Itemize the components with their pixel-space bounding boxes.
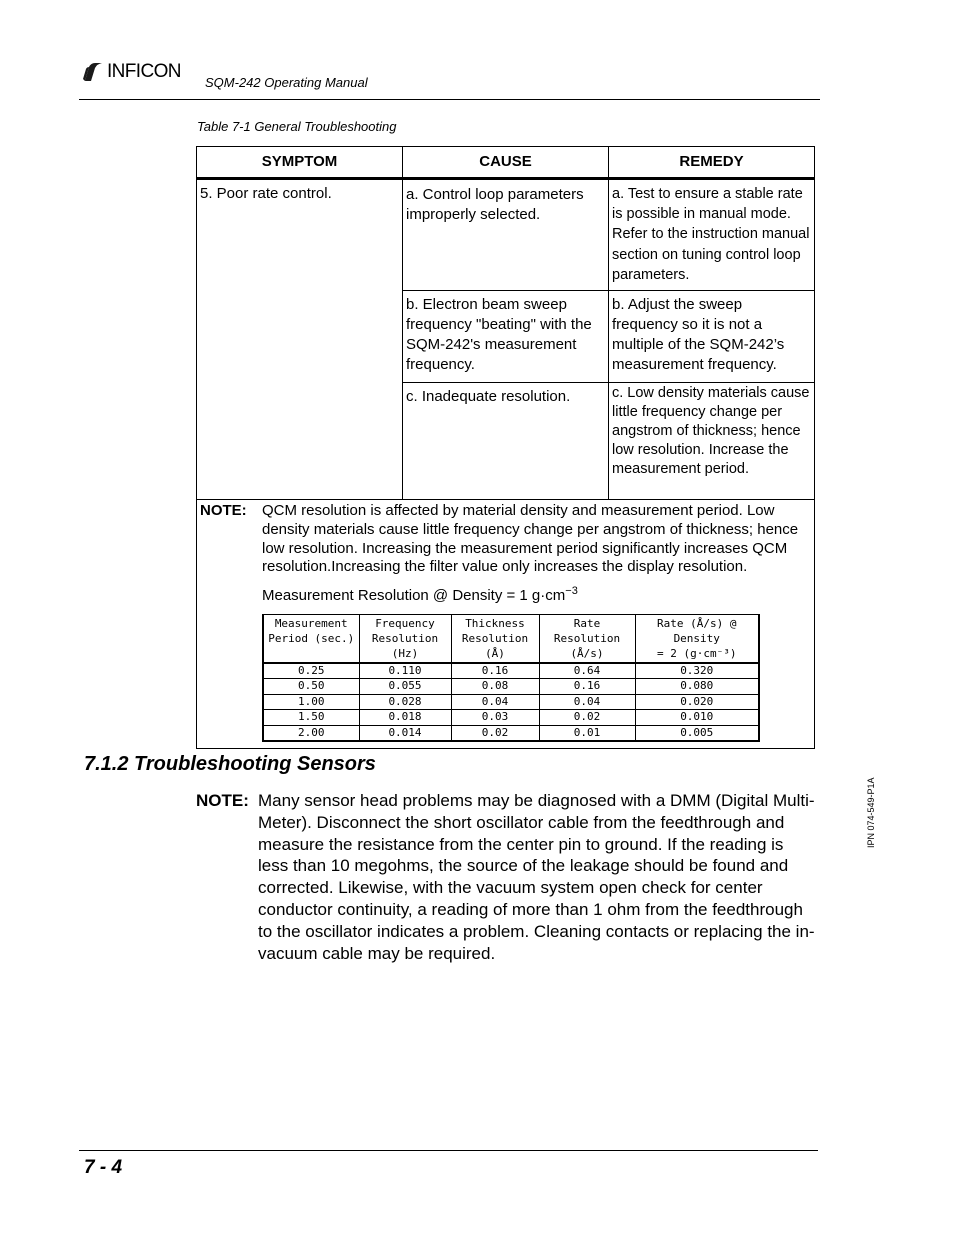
cause-cell: b. Electron beam sweep frequency "beating" with the SQM-242's measurement frequency. [403, 291, 609, 383]
res-header-rate-resolution: Rate Resolution (Å/s) [539, 614, 635, 663]
table-row: 1.00 0.028 0.04 0.04 0.020 [263, 694, 759, 710]
page-number: 7 - 4 [84, 1157, 123, 1178]
table-row [197, 179, 815, 291]
footer-rule [79, 1150, 818, 1151]
resolution-formula [262, 582, 811, 606]
symptom-cell: 5. Poor rate control. [197, 179, 403, 500]
table-header-row [197, 147, 815, 179]
remedy-cell: b. Adjust the sweep frequency so it is not a multiple of the SQM-242’s measurement frequency. [609, 291, 815, 383]
header-cause: CAUSE [403, 147, 609, 179]
table-row: 0.25 0.110 0.16 0.64 0.320 [263, 663, 759, 679]
res-header-thickness: Thickness Resolution (Å) [451, 614, 539, 663]
table-row: 0.50 0.055 0.08 0.16 0.080 [263, 679, 759, 695]
inficon-logo [82, 60, 181, 84]
header-rule [79, 99, 820, 100]
header-symptom: SYMPTOM [197, 147, 403, 179]
ipn-side-label: IPN 074-549-P1A [866, 777, 876, 848]
formula-text: Measurement Resolution @ Density = 1 g·cm [262, 587, 566, 605]
note-text: QCM resolution is affected by material density and measurement period. Low density materials cause little frequency change per angstrom of thickness; hence low resolution. Increasing the measurement period significantly increases QCM resolution.Increasing the filter value only increases the display resolution. [262, 502, 799, 576]
manual-title: SQM-242 Operating Manual [205, 75, 368, 90]
table-row: 1.50 0.018 0.03 0.02 0.010 [263, 710, 759, 726]
sensor-note [196, 790, 816, 964]
inficon-mark-icon [82, 61, 104, 83]
logo-text: INFICON [107, 61, 181, 82]
formula-exponent: −3 [565, 585, 578, 598]
remedy-cell: a. Test to ensure a stable rate is possible in manual mode. Refer to the instruction manual section on tuning control loop parameters. [609, 179, 815, 291]
table-row: 2.00 0.014 0.02 0.01 0.005 [263, 725, 759, 741]
cause-cell: a. Control loop parameters improperly selected. [403, 179, 609, 291]
note-label: NOTE: [196, 791, 249, 810]
cause-cell: c. Inadequate resolution. [403, 383, 609, 500]
res-header-period: Measurement Period (sec.) [263, 614, 359, 663]
res-header-rate-density: Rate (Å/s) @ Density = 2 (g·cm⁻³) [635, 614, 759, 663]
remedy-cell: c. Low density materials cause little frequency change per angstrom of thickness; hence low resolution. Increase the measurement period. [609, 383, 815, 500]
header-remedy: REMEDY [609, 147, 815, 179]
resolution-header-row [263, 614, 759, 663]
resolution-table [262, 614, 760, 743]
note-block [200, 502, 811, 606]
troubleshooting-table [196, 146, 815, 749]
res-header-frequency: Frequency Resolution (Hz) [359, 614, 451, 663]
note-label: NOTE: [200, 502, 247, 519]
note-text: Many sensor head problems may be diagnosed with a DMM (Digital Multi-Meter). Disconnect the short oscillator cable from the feedthrough and measure the resistance from the center pin to ground. If the reading is less than 10 megohms, the source of the leakage should be found and corrected. Likewise, with the vacuum system open check for center conductor continuity, a reading of more than 1 ohm from the feedthrough to the oscillator indicates a problem. Cleaning contacts or replacing the in-vacuum cable may be required. [258, 791, 815, 963]
section-heading: 7.1.2 Troubleshooting Sensors [84, 753, 376, 775]
note-cell [197, 500, 815, 749]
note-row [197, 500, 815, 749]
table-caption: Table 7-1 General Troubleshooting [197, 119, 397, 134]
